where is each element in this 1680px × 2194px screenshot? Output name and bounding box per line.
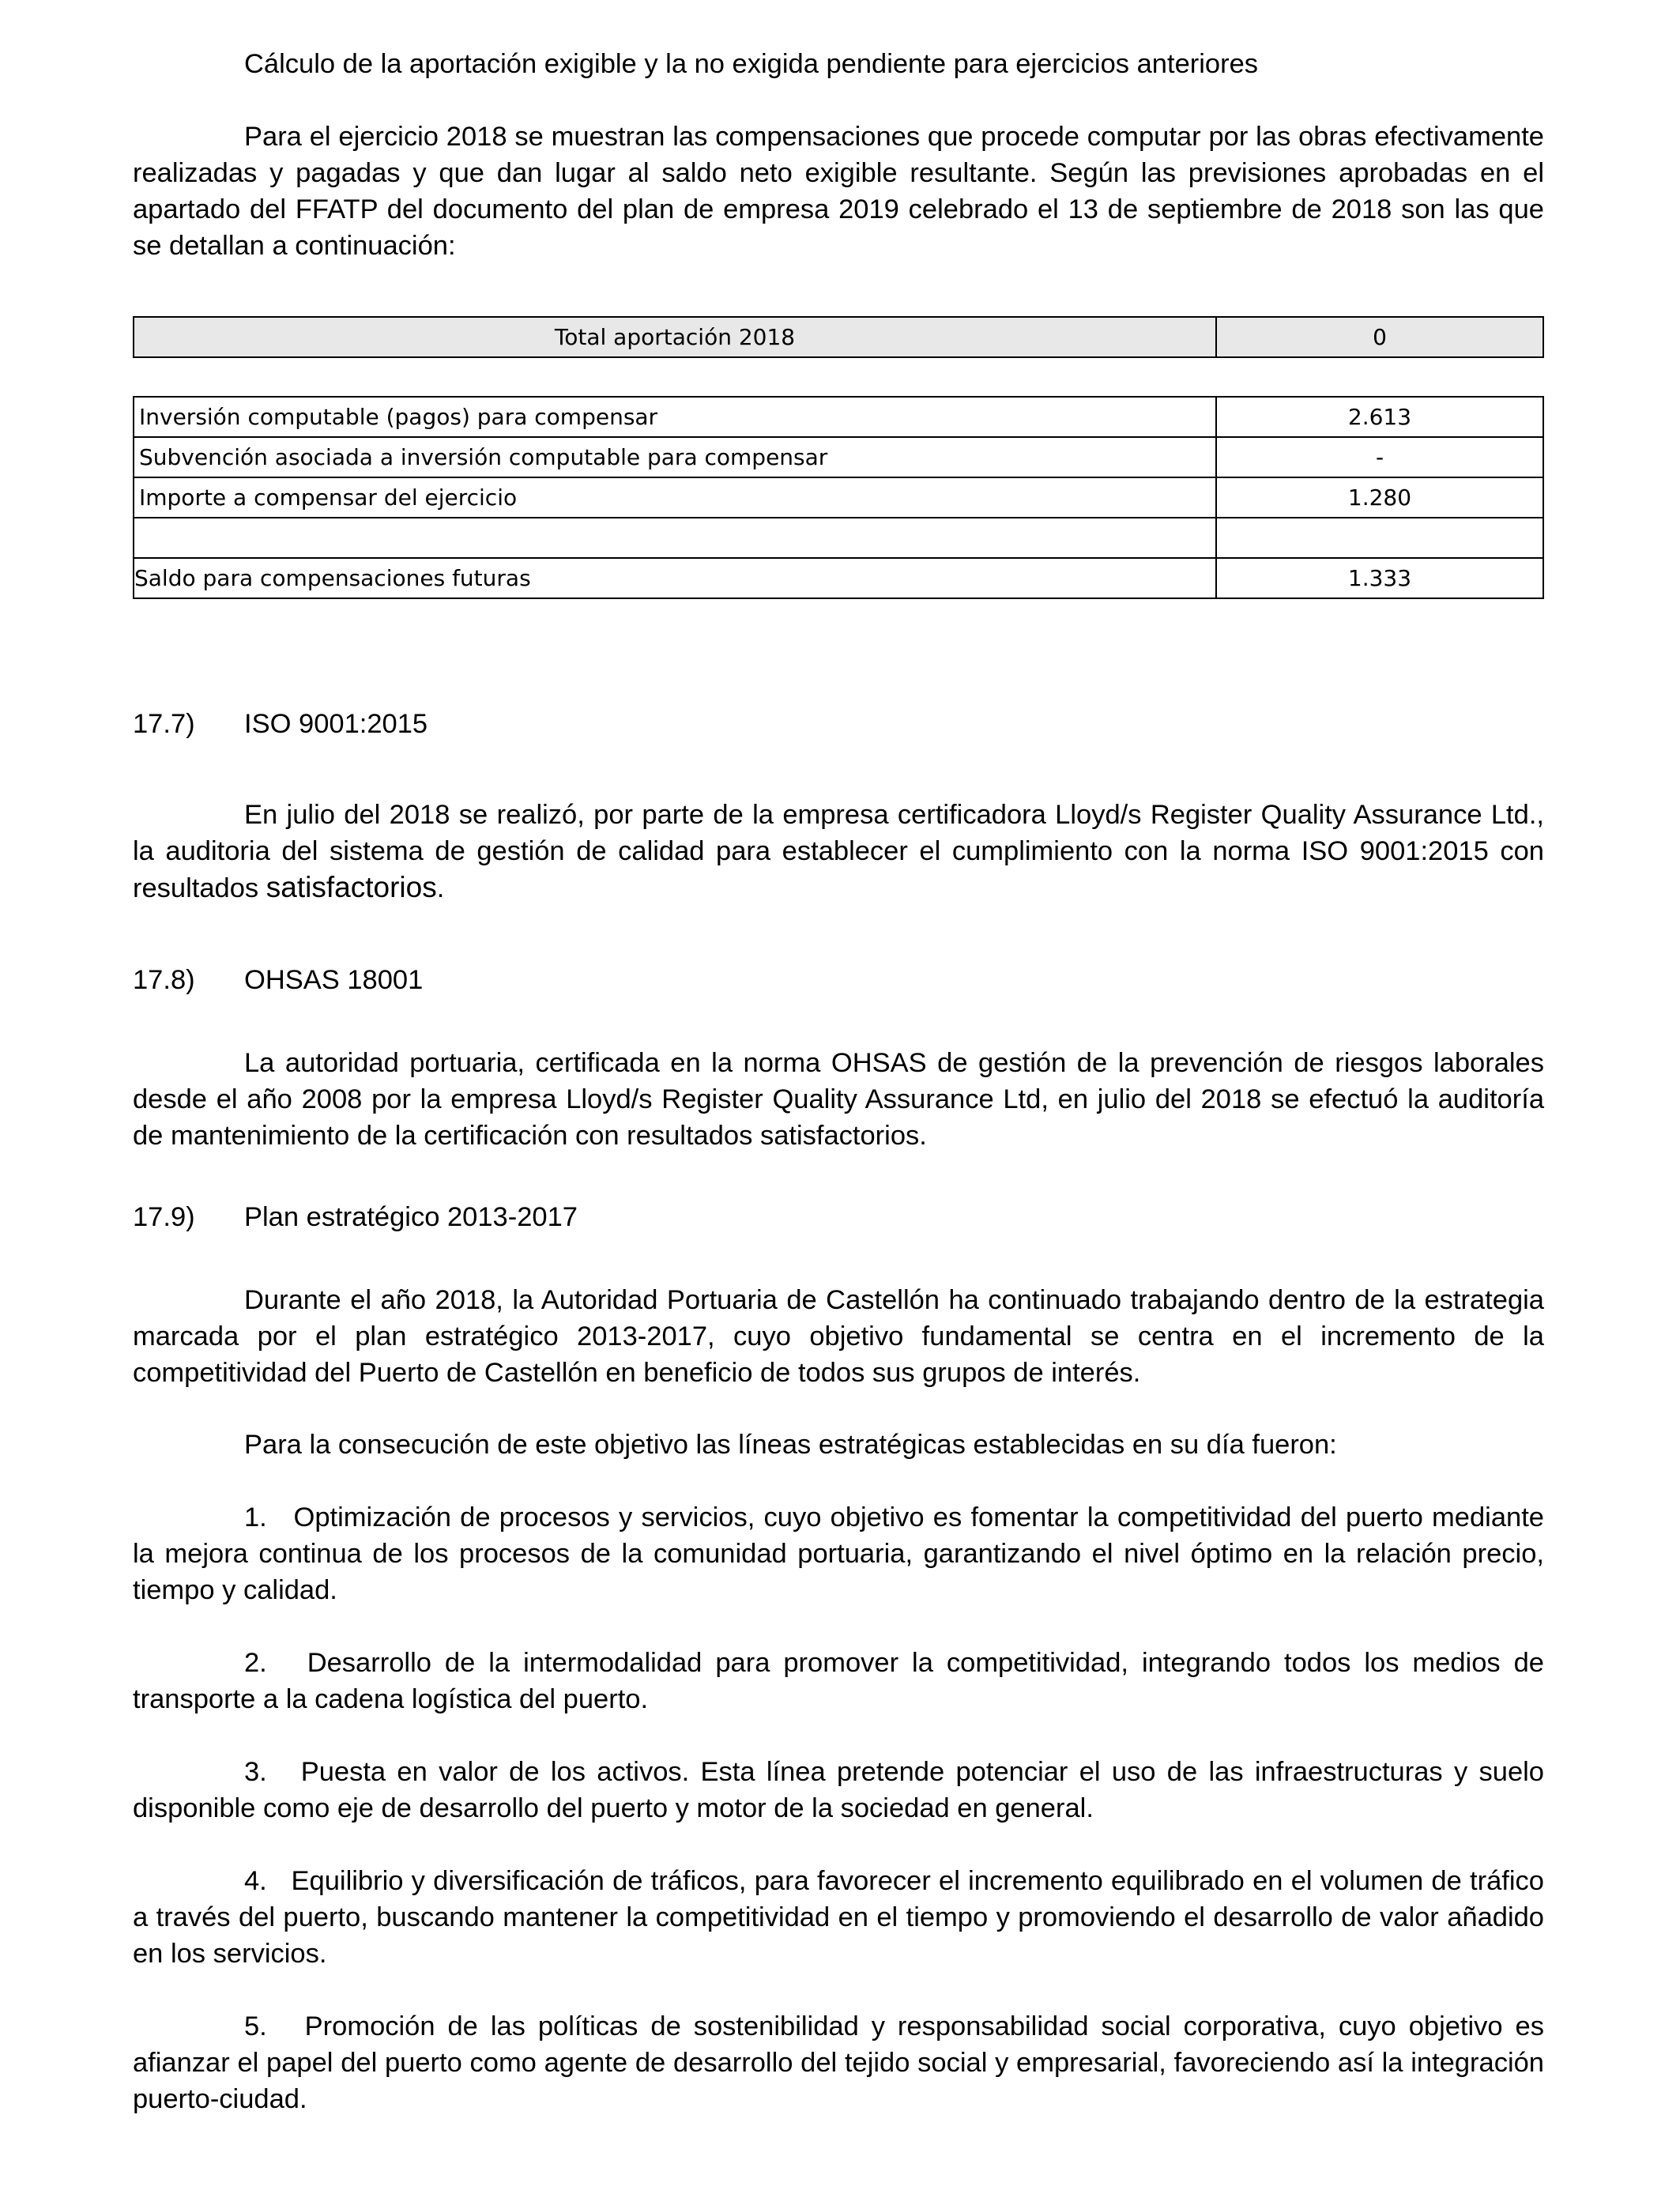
intro-paragraph: Para el ejercicio 2018 se muestran las compensaciones que procede computar por las obras efectivamente realizadas y pagadas y que dan lugar al saldo neto exigible resultante. Según las previsiones aprobadas en el apartado del FFATP del documento del plan de empresa 2019 celebrado el 13 de septiembre de 2018 son las que se detallan a continuación:	[133, 122, 1544, 261]
iso-text: En julio del 2018 se realizó, por parte de la empresa certificadora Lloyd/s Register Quality Assurance Ltd., la auditoria del sistema de gestión de calidad para establecer el cumplimiento con la norma ISO 9001:2015 con resultados	[133, 800, 1544, 903]
list-text: Puesta en valor de los activos. Esta línea pretende potenciar el uso de las infraestructuras y suelo disponible como eje de desarrollo del puerto y motor de la sociedad en general.	[133, 1757, 1544, 1823]
heading-title: ISO 9001:2015	[244, 709, 428, 739]
heading-title: OHSAS 18001	[244, 965, 424, 995]
row-label: Importe a compensar del ejercicio	[134, 477, 1216, 518]
compensation-table	[133, 396, 1544, 599]
list-item	[133, 1645, 1544, 1717]
row-label: Saldo para compensaciones futuras	[134, 558, 1216, 598]
row-value: 2.613	[1216, 397, 1543, 437]
heading-number: 17.8)	[133, 965, 195, 995]
row-label: Inversión computable (pagos) para compensar	[134, 397, 1216, 437]
heading-plan	[133, 1199, 578, 1235]
list-item	[133, 1499, 1544, 1608]
ohsas-paragraph: La autoridad portuaria, certificada en la norma OHSAS de gestión de la prevención de riesgos laborales desde el año 2008 por la empresa Lloyd/s Register Quality Assurance Ltd, en julio del 2018 se efectuó la auditoría de mantenimiento de la certificación con resultados satisfactorios.	[133, 1048, 1544, 1151]
table-row	[134, 518, 1543, 558]
row-value	[1216, 518, 1543, 558]
row-label: Subvención asociada a inversión computable para compensar	[134, 437, 1216, 477]
list-text: Equilibrio y diversificación de tráficos, para favorecer el incremento equilibrado en el volumen de tráfico a través del puerto, buscando mantener la competitividad en el tiempo y promoviendo el desarrollo de valor añadido en los servicios.	[133, 1866, 1544, 1969]
row-value: 1.280	[1216, 477, 1543, 518]
plan-paragraph-2: Para la consecución de este objetivo las líneas estratégicas establecidas en su día fueron:	[244, 1430, 1337, 1460]
table-row	[134, 437, 1543, 477]
heading-iso	[133, 706, 428, 742]
table-row	[134, 477, 1543, 518]
total-label: Total aportación 2018	[134, 317, 1216, 357]
heading-number: 17.9)	[133, 1202, 195, 1232]
row-value: 1.333	[1216, 558, 1543, 598]
list-text: Desarrollo de la intermodalidad para promover la competitividad, integrando todos los medios de transporte a la cadena logística del puerto.	[133, 1648, 1544, 1714]
list-item	[133, 1863, 1544, 1972]
list-number: 2.	[244, 1648, 267, 1678]
heading-ohsas	[133, 962, 423, 998]
row-label	[134, 518, 1216, 558]
list-item	[133, 2008, 1544, 2117]
list-item	[133, 1754, 1544, 1826]
list-number: 3.	[244, 1757, 267, 1787]
iso-paragraph	[133, 797, 1544, 907]
table-row	[134, 558, 1543, 598]
list-number: 4.	[244, 1866, 267, 1896]
total-value: 0	[1216, 317, 1543, 357]
heading-number: 17.7)	[133, 709, 195, 739]
table-row	[134, 397, 1543, 437]
list-number: 1.	[244, 1502, 267, 1532]
heading-title: Plan estratégico 2013-2017	[244, 1202, 578, 1232]
list-number: 5.	[244, 2011, 267, 2041]
list-text: Optimización de procesos y servicios, cuyo objetivo es fomentar la competitividad del puerto mediante la mejora continua de los procesos de la comunidad portuaria, garantizando el nivel óptimo en la relación precio, tiempo y calidad.	[133, 1502, 1544, 1605]
list-text: Promoción de las políticas de sostenibilidad y responsabilidad social corporativa, cuyo objetivo es afianzar el papel del puerto como agente de desarrollo del tejido social y empresarial, favoreciendo así la integración puerto-ciudad.	[133, 2011, 1544, 2114]
iso-end: .	[436, 873, 445, 903]
iso-emphasis: satisfactorios	[266, 871, 437, 903]
plan-paragraph-1: Durante el año 2018, la Autoridad Portuaria de Castellón ha continuado trabajando dentro de la estrategia marcada por el plan estratégico 2013-2017, cuyo objetivo fundamental se centra en el incremento de la competitividad del Puerto de Castellón en beneficio de todos sus grupos de interés.	[133, 1285, 1544, 1388]
total-row	[134, 317, 1543, 357]
section-title: Cálculo de la aportación exigible y la no exigida pendiente para ejercicios anteriores	[244, 49, 1259, 79]
row-value: -	[1216, 437, 1543, 477]
total-table	[133, 316, 1544, 358]
